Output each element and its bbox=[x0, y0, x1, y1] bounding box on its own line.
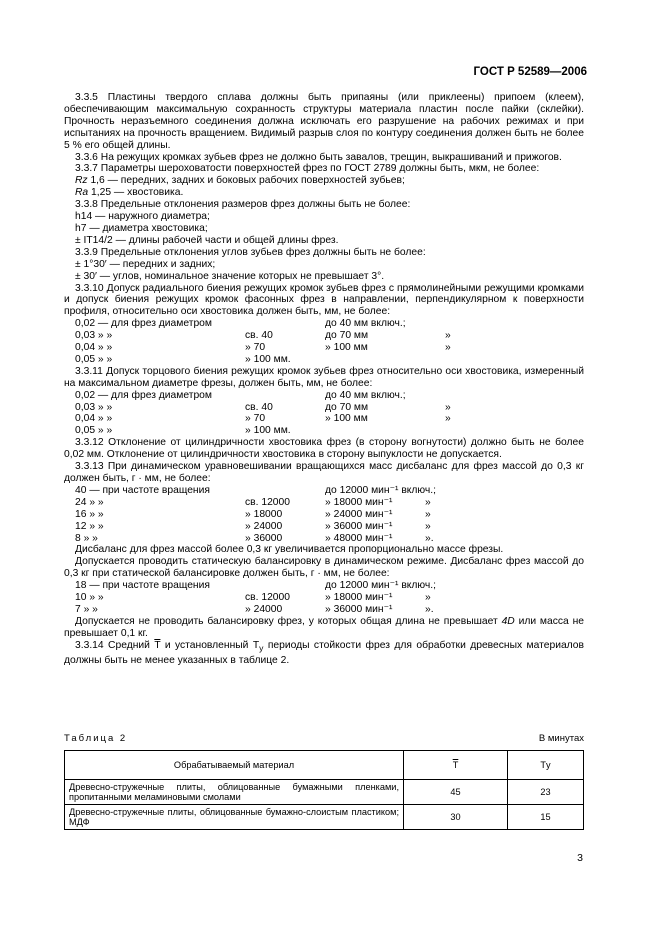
list-item: 18 — при частоте вращения до 12000 мин⁻¹ включ.; bbox=[75, 580, 437, 592]
tolerance-line: h7 — диаметра хвостовика; bbox=[75, 222, 208, 234]
table-units: В минутах bbox=[538, 733, 584, 744]
clause-3-3-14: 3.3.14 Средний $\overline{T}$ и установленный $T_у$ периоды стойкости фрез для обработки древесных материалов должны быть не менее указанных в таблице 2. bbox=[64, 639, 584, 666]
page-number: 3 bbox=[577, 852, 583, 864]
angle-tolerance-line: ± 30′ — углов, номинальное значение которых не превышает 3°. bbox=[75, 270, 385, 282]
clause-3-3-5: 3.3.5 Пластины твердого сплава должны быть припаяны (или приклеены) припоем (клеем), обеспечивающим максимальную сохранность структуры материала пластин после пайки (склейки). Прочность неразъемного соединения должна исключать его разрушение на рабочих режимах и при испытаниях на прочность вращением. Видимый разрыв слоя по контуру соединения должен быть не более 5 % его общей длины. bbox=[64, 92, 584, 151]
clause-3-3-6: 3.3.6 На режущих кромках зубьев фрез не должно быть завалов, трещин, выкрашиваний и прижогов. bbox=[75, 151, 562, 163]
list-item: 12 » » » 24000 » 36000 мин⁻¹ » bbox=[75, 520, 431, 532]
angle-tolerance-line: ± 1°30′ — передних и задних; bbox=[75, 258, 216, 270]
table-caption-row bbox=[64, 733, 584, 744]
list-item: 24 » » св. 12000 » 18000 мин⁻¹ » bbox=[75, 496, 431, 508]
set-period-cell: 15 bbox=[508, 805, 584, 830]
clause-3-3-13: 3.3.13 При динамическом уравновешивании вращающихся масс дисбаланс для фрез массой до 0,3 кг должен быть, г · мм, не более: bbox=[64, 461, 584, 484]
header-average-period: $\overline{T}$ bbox=[404, 751, 508, 780]
clause-3-3-8: 3.3.8 Предельные отклонения размеров фрез должны быть не более: bbox=[75, 199, 411, 211]
material-cell: Древесно-стружечные плиты, облицованные бумажно-слоистым пластиком; МДФ bbox=[65, 805, 404, 830]
table-row bbox=[65, 805, 584, 830]
table-caption: Таблица 2 bbox=[64, 733, 128, 744]
material-cell: Древесно-стружечные плиты, облицованные бумажными пленками, пропитанными меламиновыми смолами bbox=[65, 780, 404, 805]
set-period-cell: 23 bbox=[508, 780, 584, 805]
list-item: 0,02 — для фрез диаметром до 40 мм включ.; bbox=[75, 318, 406, 330]
clause-3-3-11: 3.3.11 Допуск торцового биения режущих кромок зубьев фрез относительно оси хвостовика, измеренный на максимальном диаметре фрезы, должен быть, мм, не более: bbox=[64, 365, 584, 389]
clause-3-3-9: 3.3.9 Предельные отклонения углов зубьев фрез должны быть не более: bbox=[75, 246, 426, 258]
tolerance-line: ± IT14/2 — длины рабочей части и общей длины фрез. bbox=[75, 234, 339, 246]
clause-3-3-10: 3.3.10 Допуск радиального биения режущих кромок зубьев фрез с прямолинейными режущими кромками и допуск биения режущих кромок фасонных фрез в направлении, перпендикулярном к поверхности профиля, относительно оси хвостовика должен быть, мм, не более: bbox=[64, 282, 584, 318]
list-item: 7 » » » 24000 » 36000 мин⁻¹ ». bbox=[75, 603, 434, 615]
document-header: ГОСТ Р 52589—2006 bbox=[473, 66, 587, 78]
durability-table bbox=[64, 750, 584, 830]
list-item: 10 » » св. 12000 » 18000 мин⁻¹ » bbox=[75, 592, 431, 604]
list-item: 0,05 » » » 100 мм. bbox=[75, 353, 291, 365]
average-period-cell: 45 bbox=[404, 780, 508, 805]
roughness-rz: Rz 1,6 — передних, задних и боковых рабочих поверхностей зубьев; bbox=[75, 175, 405, 187]
table-row bbox=[65, 780, 584, 805]
list-item: 0,03 » » св. 40 до 70 мм » bbox=[75, 401, 451, 413]
list-item: 40 — при частоте вращения до 12000 мин⁻¹ включ.; bbox=[75, 484, 437, 496]
average-period-cell: 30 bbox=[404, 805, 508, 830]
no-balancing-note: Допускается не проводить балансировку фрез, у которых общая длина не превышает 4D или масса не превышает 0,1 кг. bbox=[64, 615, 584, 639]
list-item: 0,04 » » » 70 » 100 мм » bbox=[75, 413, 451, 425]
header-set-period: Tу bbox=[508, 751, 584, 780]
list-item: 0,04 » » » 70 » 100 мм » bbox=[75, 342, 451, 354]
dynamic-imbalance-list bbox=[64, 485, 584, 545]
static-imbalance-list bbox=[64, 580, 584, 616]
list-item: 16 » » » 18000 » 24000 мин⁻¹ » bbox=[75, 508, 431, 520]
list-item: 0,03 » » св. 40 до 70 мм » bbox=[75, 330, 451, 342]
imbalance-note: Дисбаланс для фрез массой более 0,3 кг увеличивается пропорционально массе фрезы. bbox=[75, 544, 504, 556]
clause-3-3-7: 3.3.7 Параметры шероховатости поверхностей фрез по ГОСТ 2789 должны быть, мкм, не более: bbox=[75, 163, 540, 175]
tolerance-line: h14 — наружного диаметра; bbox=[75, 211, 210, 223]
clause-3-3-12: 3.3.12 Отклонение от цилиндричности хвостовика фрез (в сторону вогнутости) должно быть не более 0,02 мм. Отклонение от цилиндричности хвостовика в сторону выпуклости не допускается. bbox=[64, 437, 584, 461]
table-header-row bbox=[65, 751, 584, 780]
list-item: 0,02 — для фрез диаметром до 40 мм включ.; bbox=[75, 389, 406, 401]
list-item: 0,05 » » » 100 мм. bbox=[75, 425, 291, 437]
static-balancing-note: Допускается проводить статическую балансировку в динамическом режиме. Дисбаланс фрез массой до 0,3 кг при статической балансировке должен быть, г · мм, не более: bbox=[64, 556, 584, 580]
header-material: Обрабатываемый материал bbox=[65, 751, 404, 780]
roughness-ra: Ra 1,25 — хвостовика. bbox=[75, 187, 184, 199]
document-body bbox=[64, 92, 584, 667]
radial-runout-list bbox=[64, 318, 584, 366]
axial-runout-list bbox=[64, 390, 584, 438]
list-item: 8 » » » 36000 » 48000 мин⁻¹ ». bbox=[75, 532, 434, 544]
